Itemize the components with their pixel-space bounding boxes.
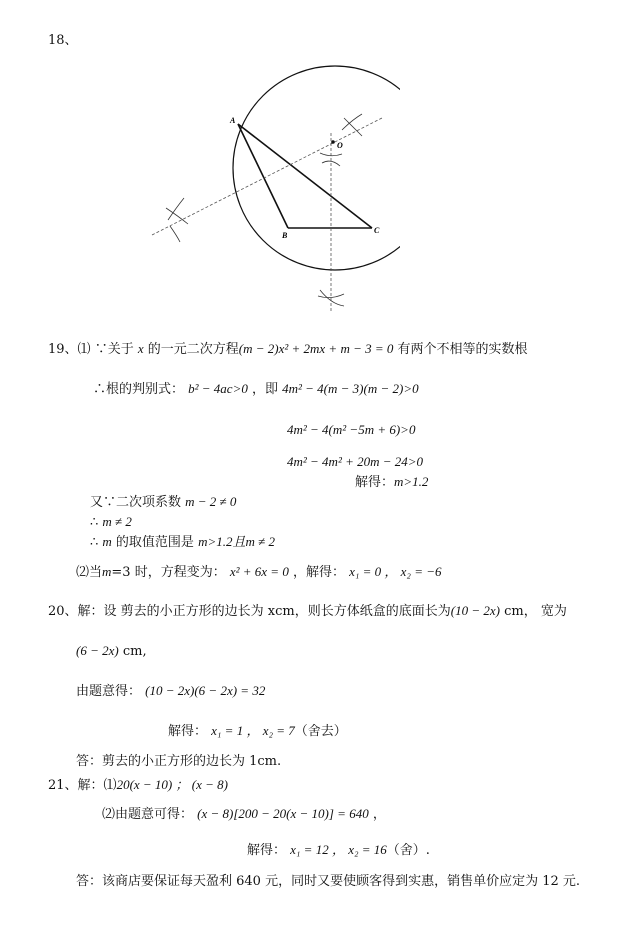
q21-p2-tail: ， <box>368 807 386 822</box>
q19-range-expr: m>1.2且m ≠ 2 <box>198 534 275 549</box>
q19-solve-value: m>1.2 <box>394 474 429 489</box>
q21-number: 21、 <box>48 778 78 793</box>
label-b: B <box>282 231 288 240</box>
q19-part2 <box>76 564 442 581</box>
q19-stmt-c: 有两个不相等的实数根 <box>393 342 528 357</box>
q19-disc-lead: ∴根的判别式： <box>93 382 189 397</box>
q19-part2-eq: x² + 6x = 0 <box>229 564 289 579</box>
q21-solve-note: （舍）. <box>386 843 430 858</box>
q19-neq-lead: ∴ <box>90 515 103 530</box>
q21-part2 <box>102 806 386 823</box>
q19-equation: (m − 2)x² + 2mx + m − 3 = 0 <box>238 341 394 356</box>
q21-p2-eq: (x − 8)[200 − 20(x − 10)] = 640 <box>197 806 369 821</box>
q19-coefficient <box>90 494 236 511</box>
q20-solution <box>168 723 347 740</box>
q21-solve-eq: x₁ = 12 ， x₂ = 16 <box>290 842 387 857</box>
q21-p2-label: ⑵由题意可得： <box>102 807 198 822</box>
q19-m-not-2 <box>90 514 132 531</box>
q19-coef-lead: 又∵二次项系数 <box>90 495 186 510</box>
q21-p1-expr: 20(x − 10) ； (x − 8) <box>116 777 228 792</box>
q20-setup-eq: (10 − 2x)(6 − 2x) = 32 <box>145 683 266 698</box>
q20-solve-label: 解得： <box>168 724 212 739</box>
q19-neq-expr: m ≠ 2 <box>102 514 132 529</box>
q19-part2-a: =3 时，方程变为： <box>111 565 230 580</box>
q19-range <box>90 534 275 551</box>
q19-discriminant <box>93 381 419 398</box>
segment-ab <box>238 124 288 228</box>
q21-p1-label: 解：⑴ <box>77 778 117 793</box>
q20-setup <box>76 683 265 700</box>
q19-var-x: x <box>137 341 144 356</box>
q19-coef-expr: m − 2 ≠ 0 <box>185 494 237 509</box>
q20-setup-label: 由题意得： <box>76 684 146 699</box>
q19-part2-marker: ⑵当 <box>76 565 103 580</box>
q19-stmt-a: ∵关于 <box>90 342 138 357</box>
q20-number: 20、 <box>48 604 78 619</box>
q20-width <box>76 643 147 660</box>
q19-disc-expr2: 4m² − 4(m − 3)(m − 2)>0 <box>282 381 419 396</box>
q19-solution <box>355 474 428 491</box>
q20-expr-width: (6 − 2x) <box>76 643 119 658</box>
q20-statement <box>48 603 567 620</box>
q19-solve-label: 解得： <box>355 475 395 490</box>
q20-text1: 解：设 剪去的小正方形的边长为 xcm，则长方体纸盒的底面长为 <box>77 604 451 619</box>
q19-number: 19、 <box>48 342 78 357</box>
q19-disc-mid: ，即 <box>247 382 283 397</box>
q19-range-text: 的取值范围是 <box>111 535 199 550</box>
q21-solve-label: 解得： <box>247 843 291 858</box>
q20-text1b: cm， 宽为 <box>499 604 567 619</box>
q20-expr-length: (10 − 2x) <box>450 603 500 618</box>
q19-disc-expr: b² − 4ac>0 <box>188 381 248 396</box>
label-a: A <box>230 116 236 125</box>
q21-answer: 答：该商店要保证每天盈利 640 元，同时又要使顾客得到实惠，销售单价应定为 12 元. <box>76 874 581 889</box>
q20-solve-eq: x₁ = 1 ， x₂ = 7 <box>211 723 295 738</box>
q19-range-lead: ∴ <box>90 535 103 550</box>
q19-step1: 4m² − 4(m² −5m + 6)>0 <box>287 422 416 437</box>
q18-number: 18、 <box>48 33 78 48</box>
q19-statement <box>48 341 528 358</box>
q19-stmt-b: 的一元二次方程 <box>143 342 239 357</box>
label-o: O <box>337 141 343 150</box>
q20-text2b: cm, <box>118 644 147 659</box>
q21-part1 <box>48 777 228 794</box>
q19-range-m: m <box>102 534 112 549</box>
segment-ac <box>238 124 372 228</box>
q19-part2-b: ，解得： <box>288 565 350 580</box>
circle-construction-figure <box>140 58 400 318</box>
center-point <box>331 140 335 144</box>
q19-part2-sol: x₁ = 0 ， x₂ = −6 <box>349 564 442 579</box>
q20-answer: 答：剪去的小正方形的边长为 1cm. <box>76 754 282 769</box>
bisector-ab <box>152 118 382 235</box>
q19-part1-marker: ⑴ <box>77 342 91 357</box>
q19-part2-m: m <box>102 564 112 579</box>
q20-solve-note: （舍去） <box>294 724 347 739</box>
label-c: C <box>374 226 380 235</box>
q19-step2: 4m² − 4m² + 20m − 24>0 <box>287 454 424 469</box>
q21-solution <box>247 842 430 859</box>
circumcircle <box>233 66 400 270</box>
